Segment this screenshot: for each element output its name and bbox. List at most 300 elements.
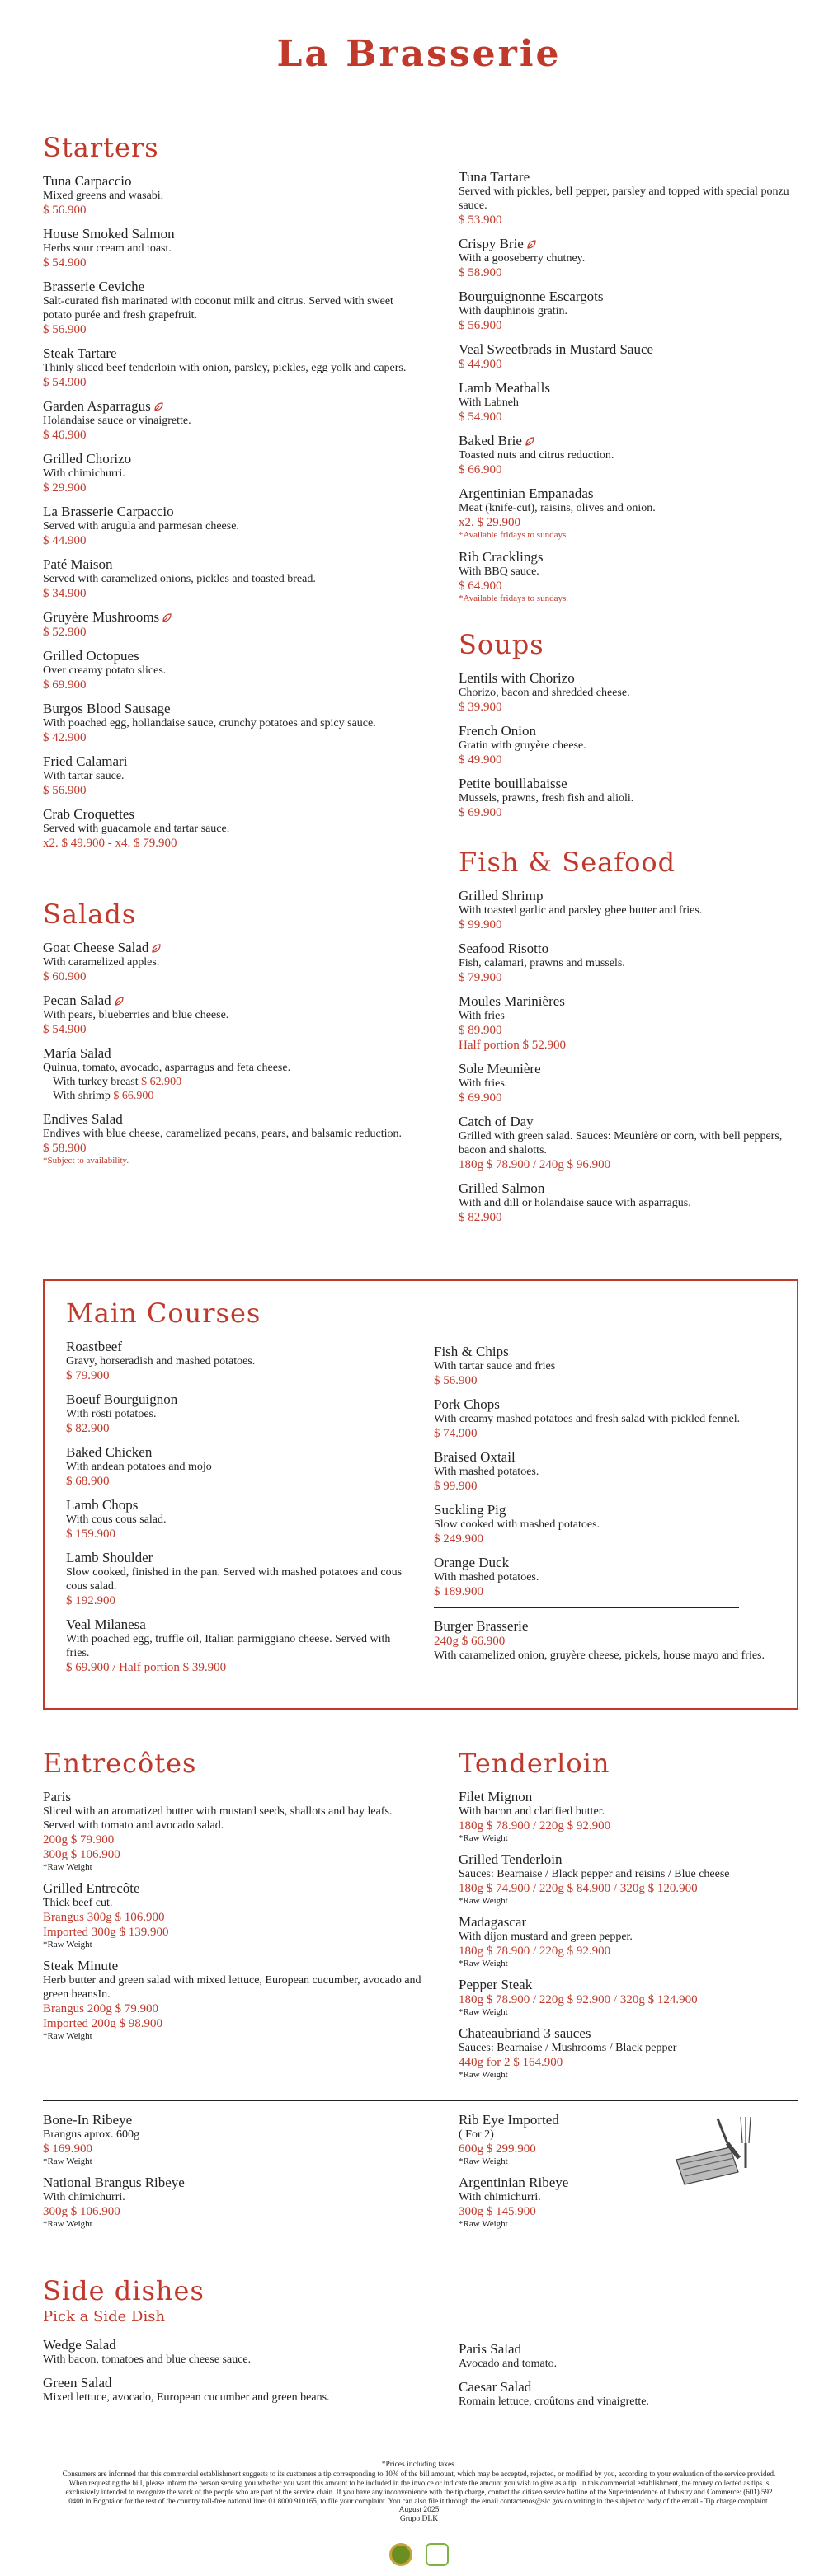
- item-price: $ 79.900: [459, 971, 502, 984]
- item-name: Endives Salad: [43, 1111, 123, 1127]
- item-name: Veal Sweetbrads in Mustard Sauce: [459, 341, 654, 357]
- item-description: ( For 2): [459, 2128, 494, 2141]
- item-description: With cous cous salad.: [66, 1513, 167, 1526]
- raw-weight-note: *Raw Weight: [459, 2156, 508, 2166]
- item-price: $ 66.900: [459, 463, 502, 476]
- menu-item: [459, 236, 805, 280]
- main-right-column: [434, 1344, 789, 1671]
- raw-weight-note: *Raw Weight: [459, 1896, 508, 1906]
- menu-item: [459, 1914, 805, 1968]
- menu-item: [459, 2025, 805, 2080]
- item-price: $ 82.900: [66, 1422, 110, 1435]
- menu-item: [43, 806, 422, 851]
- item-description: Sauces: Bearnaise / Mushrooms / Black pepper: [459, 2042, 677, 2054]
- raw-weight-note: *Raw Weight: [459, 1959, 508, 1968]
- menu-item: [459, 1180, 805, 1225]
- item-name: Grilled Shrimp: [459, 888, 544, 903]
- item-description: Toasted nuts and citrus reduction.: [459, 449, 614, 462]
- raw-weight-note: *Raw Weight: [459, 2007, 508, 2017]
- menu-item: [66, 1444, 412, 1489]
- menu-item: [43, 701, 422, 745]
- menu-item: [459, 433, 805, 477]
- salad-option-label: With shrimp: [53, 1090, 114, 1102]
- item-name: Fish & Chips: [434, 1344, 509, 1359]
- raw-weight-note: *Raw Weight: [43, 1862, 92, 1872]
- burger-divider: [434, 1607, 739, 1608]
- item-name: Tuna Carpaccio: [43, 173, 132, 189]
- salad-option-price: $ 66.900: [113, 1090, 154, 1102]
- menu-item: [43, 556, 422, 601]
- item-price: $ 249.900: [434, 1532, 483, 1546]
- menu-item: [66, 1339, 412, 1383]
- salads-title: Salads: [43, 899, 137, 930]
- item-name: National Brangus Ribeye: [43, 2175, 185, 2190]
- sides-right-column: [459, 2341, 805, 2417]
- item-name: Roastbeef: [66, 1339, 122, 1354]
- item-note: *Available fridays to sundays.: [459, 530, 568, 540]
- item-name: Steak Minute: [43, 1958, 119, 1973]
- item-price: $ 56.900: [459, 319, 502, 332]
- item-price: $ 64.900: [459, 579, 502, 593]
- item-name: Paté Maison: [43, 556, 113, 572]
- item-note: *Subject to availability.: [43, 1156, 129, 1166]
- item-name: Argentinian Empanadas: [459, 486, 594, 501]
- menu-item: [459, 341, 805, 372]
- raw-weight-note: *Raw Weight: [43, 2219, 92, 2229]
- ribeyes-right-column: [459, 2112, 673, 2237]
- item-description: Served with arugula and parmesan cheese.: [43, 520, 239, 533]
- item-price: $ 60.900: [43, 970, 87, 983]
- badge-row: [0, 2543, 838, 2566]
- footer-taxes: *Prices including taxes.: [381, 2461, 457, 2469]
- item-description: With dauphinois gratin.: [459, 305, 568, 317]
- item-price: $ 69.900: [459, 1091, 502, 1105]
- item-name: Catch of Day: [459, 1114, 534, 1129]
- menu-item: [459, 289, 805, 333]
- item-price: $ 49.900: [459, 753, 502, 767]
- item-description: Meat (knife-cut), raisins, olives and onion.: [459, 502, 656, 514]
- eco-badge-icon: [426, 2543, 449, 2566]
- item-description: Served with guacamole and tartar sauce.: [43, 823, 230, 835]
- item-description: Quinua, tomato, avocado, asparragus and feta cheese.: [43, 1062, 291, 1074]
- knife-fork-illustration: [660, 2110, 759, 2201]
- item-name: Grilled Octopues: [43, 648, 139, 664]
- item-name: Bourguignonne Escargots: [459, 289, 604, 304]
- menu-item: [434, 1502, 789, 1546]
- menu-item: [459, 549, 805, 604]
- vegetarian-leaf-icon: [151, 944, 161, 954]
- item-description: Holandaise sauce or vinaigrette.: [43, 415, 191, 427]
- item-price-line: 180g $ 78.900 / 220g $ 92.900 / 320g $ 124.900: [459, 1993, 698, 2006]
- item-price-line: 180g $ 78.900 / 220g $ 92.900: [459, 1945, 611, 1958]
- item-price: $ 54.900: [459, 411, 502, 424]
- item-name: Green Salad: [43, 2375, 112, 2391]
- item-description: Slow cooked with mashed potatoes.: [434, 1518, 600, 1531]
- item-price: $ 54.900: [43, 1023, 87, 1036]
- item-name: María Salad: [43, 1045, 111, 1061]
- item-description: Thinly sliced beef tenderloin with onion, parsley, pickles, egg yolk and capers.: [43, 362, 407, 374]
- item-description: With caramelized apples.: [43, 956, 160, 969]
- starters-right-column: [459, 169, 805, 1233]
- sides-title: Side dishes: [43, 2275, 205, 2306]
- item-description: With toasted garlic and parsley ghee butter and fries.: [459, 904, 703, 917]
- item-description: With a gooseberry chutney.: [459, 252, 586, 265]
- salad-option: [43, 1089, 422, 1103]
- item-price: x2. $ 29.900: [459, 516, 520, 529]
- footer: [58, 2461, 780, 2524]
- item-name: Baked Brie: [459, 433, 805, 448]
- item-description: With creamy mashed potatoes and fresh salad with pickled fennel.: [434, 1413, 741, 1425]
- item-description: With fries: [459, 1010, 505, 1022]
- item-price-line: Brangus 300g $ 106.900: [43, 1911, 165, 1924]
- item-price-line: Imported 200g $ 98.900: [43, 2017, 162, 2030]
- item-price: $ 54.900: [43, 376, 87, 389]
- menu-item: [43, 609, 422, 640]
- item-description: With BBQ sauce.: [459, 565, 539, 578]
- item-price-line: 600g $ 299.900: [459, 2142, 536, 2156]
- item-name: Pork Chops: [434, 1396, 500, 1412]
- item-name: Moules Marinières: [459, 993, 565, 1009]
- tenderloin-title: Tenderloin: [459, 1748, 610, 1779]
- item-price-line: 300g $ 106.900: [43, 1848, 120, 1861]
- item-description: With tartar sauce and fries: [434, 1360, 556, 1372]
- menu-item: [43, 279, 422, 337]
- item-price: 180g $ 78.900 / 240g $ 96.900: [459, 1158, 611, 1171]
- item-price: $ 46.900: [43, 429, 87, 442]
- item-name: Caesar Salad: [459, 2379, 532, 2395]
- item-price: $ 69.900: [459, 806, 502, 819]
- item-name: Suckling Pig: [434, 1502, 506, 1518]
- item-description: With mashed potatoes.: [434, 1466, 539, 1478]
- item-price: x2. $ 49.900 - x4. $ 79.900: [43, 837, 177, 850]
- item-name: La Brasserie Carpaccio: [43, 504, 174, 519]
- item-name: Boeuf Bourguignon: [66, 1391, 178, 1407]
- item-name: Crab Croquettes: [43, 806, 134, 822]
- starters-title: Starters: [43, 132, 159, 163]
- item-name: Filet Mignon: [459, 1789, 533, 1804]
- item-price: $ 29.900: [43, 481, 87, 495]
- menu-item: [459, 2341, 805, 2371]
- item-description: Herbs sour cream and toast.: [43, 242, 172, 255]
- item-name: House Smoked Salmon: [43, 226, 175, 242]
- item-name: Crispy Brie: [459, 236, 805, 251]
- brand-logo: La Brasserie: [276, 33, 562, 75]
- menu-item: [43, 1958, 422, 2041]
- menu-item: [459, 776, 805, 820]
- fish-title: Fish & Seafood: [459, 847, 676, 878]
- raw-weight-note: *Raw Weight: [43, 2031, 92, 2041]
- item-name: Pepper Steak: [459, 1977, 533, 1992]
- menu-item: [66, 1616, 412, 1675]
- item-price-line: $ 169.900: [43, 2142, 92, 2156]
- item-price: $ 192.900: [66, 1594, 115, 1607]
- item-description: With poached egg, hollandaise sauce, crunchy potatoes and spicy sauce.: [43, 717, 376, 730]
- menu-item: [43, 2337, 422, 2367]
- item-description: Thick beef cut.: [43, 1897, 113, 1909]
- item-description: Fish, calamari, prawns and mussels.: [459, 957, 625, 969]
- item-price-line: 180g $ 78.900 / 220g $ 92.900: [459, 1819, 611, 1832]
- item-name: Argentinian Ribeye: [459, 2175, 569, 2190]
- item-description: Brangus aprox. 600g: [43, 2128, 140, 2141]
- item-price-half: Half portion $ 52.900: [459, 1039, 566, 1052]
- item-description: With chimichurri.: [43, 467, 125, 480]
- item-price: $ 56.900: [43, 323, 87, 336]
- item-price-line: 200g $ 79.900: [43, 1833, 115, 1846]
- item-description: Gratin with gruyère cheese.: [459, 739, 586, 752]
- item-name: Lentils with Chorizo: [459, 670, 575, 686]
- item-description: With bacon, tomatoes and blue cheese sauce.: [43, 2353, 252, 2366]
- item-price: $ 42.900: [43, 731, 87, 744]
- item-description: Herb butter and green salad with mixed lettuce, European cucumber, avocado and green beansIn.: [43, 1974, 421, 2001]
- item-description: Over creamy potato slices.: [43, 664, 167, 677]
- item-name: Garden Asparragus: [43, 398, 422, 414]
- item-name: Madagascar: [459, 1914, 527, 1930]
- item-price: $ 69.900 / Half portion $ 39.900: [66, 1661, 227, 1674]
- item-description: With dijon mustard and green pepper.: [459, 1931, 633, 1943]
- item-name: Fried Calamari: [43, 753, 128, 769]
- menu-item: [434, 1396, 789, 1441]
- menu-item: [459, 888, 805, 932]
- main-title: Main Courses: [66, 1297, 261, 1329]
- menu-item: [459, 169, 805, 228]
- soups-title: Soups: [459, 629, 544, 660]
- item-price: $ 54.900: [43, 256, 87, 270]
- menu-item: [459, 2379, 805, 2409]
- item-price: $ 79.900: [66, 1369, 110, 1382]
- burger-price: 240g $ 66.900: [434, 1635, 506, 1648]
- vegetarian-leaf-icon: [526, 240, 536, 250]
- item-description: With fries.: [459, 1077, 508, 1090]
- menu-item: [43, 992, 422, 1037]
- item-price: $ 82.900: [459, 1211, 502, 1224]
- item-description: Sauces: Bearnaise / Black pepper and reisins / Blue cheese: [459, 1868, 730, 1880]
- item-price: $ 52.900: [43, 626, 87, 639]
- item-price: $ 53.900: [459, 213, 502, 227]
- item-name: Baked Chicken: [66, 1444, 153, 1460]
- footer-group: Grupo DLK: [399, 2515, 439, 2523]
- item-description: Romain lettuce, croûtons and vinaigrette.: [459, 2395, 649, 2408]
- item-name: Pecan Salad: [43, 992, 422, 1008]
- menu-item: [459, 1851, 805, 1906]
- item-description: Grilled with green salad. Sauces: Meunière or corn, with bell peppers, bacon and shalotts.: [459, 1130, 783, 1157]
- menu-item: [43, 1789, 422, 1872]
- item-description: With pears, blueberries and blue cheese.: [43, 1009, 229, 1021]
- item-description: Salt-curated fish marinated with coconut milk and citrus. Served with sweet potato purée and fresh grapefruit.: [43, 295, 393, 321]
- item-description: With mashed potatoes.: [434, 1571, 539, 1584]
- menu-item: [66, 1497, 412, 1541]
- raw-weight-note: *Raw Weight: [459, 1833, 508, 1843]
- item-name: Rib Cracklings: [459, 549, 544, 565]
- item-description: Sliced with an aromatized butter with mustard seeds, shallots and bay leafs. Served with tomato and avocado salad.: [43, 1805, 393, 1832]
- item-description: With rösti potatoes.: [66, 1408, 157, 1420]
- menu-item: [459, 1789, 805, 1843]
- vegetarian-leaf-icon: [114, 997, 124, 1006]
- raw-weight-note: *Raw Weight: [43, 1940, 92, 1950]
- item-price: $ 39.900: [459, 701, 502, 714]
- item-name: Lamb Chops: [66, 1497, 139, 1513]
- item-name: Gruyère Mushrooms: [43, 609, 422, 625]
- menu-item: [459, 941, 805, 985]
- item-price: $ 56.900: [43, 204, 87, 217]
- item-description: Avocado and tomato.: [459, 2358, 558, 2370]
- menu-item: [459, 1114, 805, 1172]
- item-price-line: 440g for 2 $ 164.900: [459, 2056, 563, 2069]
- item-name: Veal Milanesa: [66, 1616, 146, 1632]
- item-price: $ 69.900: [43, 678, 87, 692]
- item-name: Petite bouillabaisse: [459, 776, 567, 791]
- menu-item: [459, 723, 805, 767]
- item-price: $ 44.900: [43, 534, 87, 547]
- item-description: Mussels, prawns, fresh fish and alioli.: [459, 792, 634, 805]
- ribeye-divider: [43, 2100, 798, 2101]
- item-description: With poached egg, truffle oil, Italian parmiggiano cheese. Served with fries.: [66, 1633, 391, 1659]
- raw-weight-note: *Raw Weight: [43, 2156, 92, 2166]
- item-price-line: 300g $ 145.900: [459, 2205, 536, 2218]
- menu-item: [43, 2375, 422, 2405]
- item-name: Tuna Tartare: [459, 169, 530, 185]
- item-description: With andean potatoes and mojo: [66, 1461, 212, 1473]
- item-name: Grilled Salmon: [459, 1180, 545, 1196]
- item-description: Served with pickles, bell pepper, parsley and topped with special ponzu sauce.: [459, 185, 789, 212]
- menu-item: [43, 2112, 422, 2166]
- menu-item: [459, 670, 805, 715]
- item-price: $ 99.900: [459, 918, 502, 931]
- burger-item: [434, 1618, 789, 1663]
- item-name: Wedge Salad: [43, 2337, 116, 2353]
- menu-item: [66, 1550, 412, 1608]
- item-name: Seafood Risotto: [459, 941, 549, 956]
- menu-item: [459, 993, 805, 1053]
- item-price: $ 44.900: [459, 358, 502, 371]
- item-price: $ 68.900: [66, 1475, 110, 1488]
- item-name: Rib Eye Imported: [459, 2112, 559, 2128]
- menu-item: [459, 1977, 805, 2017]
- footer-legal: Consumers are informed that this commercial establishment suggests to its customers a tip corresponding to 10% of the bill amount, which may be accepted, rejected, or modified by you, according to your evaluation of the service provided. When requesting the bill, please inform the person serving you whether you want this amount to be included in the invoice or indicate the amount you wish to give as a tip. In this commercial establishment, the money collected as tips is exclusively intended to recognize the work of the people who are part of the service chain. If you have any inconvenience with the tip charge, contact the citizen service hotline of the Superintendence of Industry and Commerce: (601) 592 0400 in Bogotá or for the rest of the country toll-free national line: 01 8000 910165, to file your complaint. You can also file it through the email contactenos@sic.gov.co writing in the subject or body of the email - Tip charge complaint.: [62, 2470, 776, 2505]
- vegetarian-leaf-icon: [162, 613, 172, 623]
- item-price-line: Brangus 200g $ 79.900: [43, 2002, 158, 2015]
- item-name: Lamb Meatballs: [459, 380, 550, 396]
- item-price: $ 89.900: [459, 1024, 502, 1037]
- item-price-line: Imported 300g $ 139.900: [43, 1926, 169, 1939]
- ribeyes-left-column: [43, 2112, 422, 2237]
- main-left-column: [66, 1297, 412, 1683]
- menu-item: [43, 173, 422, 218]
- menu-item: [43, 1045, 422, 1103]
- raw-weight-note: *Raw Weight: [459, 2070, 508, 2080]
- item-description: With bacon and clarified butter.: [459, 1805, 605, 1818]
- item-description: Gravy, horseradish and mashed potatoes.: [66, 1355, 256, 1368]
- salad-option-price: $ 62.900: [141, 1076, 182, 1088]
- item-description: Slow cooked, finished in the pan. Served with mashed potatoes and cous cous salad.: [66, 1566, 403, 1593]
- starters-left-column: [43, 132, 422, 859]
- sides-left-column: [43, 2275, 422, 2413]
- item-name: Brasserie Ceviche: [43, 279, 145, 294]
- menu-item: [43, 940, 422, 984]
- vegetarian-leaf-icon: [525, 437, 534, 447]
- certification-badge-icon: [389, 2543, 412, 2566]
- menu-item: [43, 1880, 422, 1950]
- main-courses-box: [43, 1279, 798, 1710]
- item-description: With chimichurri.: [43, 2191, 125, 2203]
- item-description: With chimichurri.: [459, 2191, 541, 2203]
- item-description: Endives with blue cheese, caramelized pecans, pears, and balsamic reduction.: [43, 1128, 402, 1140]
- raw-weight-note: *Raw Weight: [459, 2219, 508, 2229]
- item-name: Steak Tartare: [43, 345, 117, 361]
- salads-column: [43, 899, 422, 1175]
- salad-option-label: With turkey breast: [53, 1076, 142, 1088]
- item-note: *Available fridays to sundays.: [459, 594, 568, 603]
- vegetarian-leaf-icon: [153, 402, 163, 412]
- tenderloin-column: [459, 1748, 805, 2088]
- menu-item: [459, 486, 805, 541]
- item-price: $ 58.900: [459, 266, 502, 279]
- item-name: Paris: [43, 1789, 71, 1804]
- menu-item: [43, 648, 422, 692]
- entrecotes-title: Entrecôtes: [43, 1748, 197, 1779]
- item-description: Served with caramelized onions, pickles and toasted bread.: [43, 573, 316, 585]
- menu-item: [43, 226, 422, 270]
- item-name: Sole Meunière: [459, 1061, 541, 1077]
- menu-item: [434, 1344, 789, 1388]
- item-description: With Labneh: [459, 396, 519, 409]
- menu-item: [66, 1391, 412, 1436]
- item-price: $ 56.900: [434, 1374, 478, 1387]
- menu-item: [43, 504, 422, 548]
- item-name: Goat Cheese Salad: [43, 940, 422, 955]
- entrecotes-column: [43, 1748, 422, 2049]
- item-name: Orange Duck: [434, 1555, 510, 1570]
- footer-date: August 2025: [398, 2506, 440, 2514]
- item-price: $ 74.900: [434, 1427, 478, 1440]
- item-name: Burgos Blood Sausage: [43, 701, 171, 716]
- item-name: Lamb Shoulder: [66, 1550, 153, 1565]
- burger-desc: With caramelized onion, gruyère cheese, pickels, house mayo and fries.: [434, 1649, 765, 1662]
- item-price: $ 56.900: [43, 784, 87, 797]
- menu-item: [459, 380, 805, 425]
- item-name: Grilled Chorizo: [43, 451, 132, 467]
- item-name: French Onion: [459, 723, 536, 739]
- menu-item: [459, 2112, 673, 2166]
- item-description: With tartar sauce.: [43, 770, 125, 782]
- item-price-line: 300g $ 106.900: [43, 2205, 120, 2218]
- menu-item: [434, 1555, 789, 1599]
- menu-item: [43, 1111, 422, 1166]
- item-description: Chorizo, bacon and shredded cheese.: [459, 687, 630, 699]
- menu-item: [43, 398, 422, 443]
- item-name: Bone-In Ribeye: [43, 2112, 133, 2128]
- menu-item: [459, 2175, 673, 2229]
- menu-item: [459, 1061, 805, 1105]
- menu-item: [43, 451, 422, 495]
- menu-item: [43, 345, 422, 390]
- item-price-line: 180g $ 74.900 / 220g $ 84.900 / 320g $ 120.900: [459, 1882, 698, 1895]
- menu-item: [43, 753, 422, 798]
- menu-item: [43, 2175, 422, 2229]
- item-name: Braised Oxtail: [434, 1449, 516, 1465]
- item-name: Paris Salad: [459, 2341, 522, 2357]
- item-price: $ 189.900: [434, 1585, 483, 1598]
- item-name: Grilled Entrecôte: [43, 1880, 140, 1896]
- item-price: $ 159.900: [66, 1527, 115, 1541]
- item-name: Grilled Tenderloin: [459, 1851, 563, 1867]
- item-price: $ 34.900: [43, 587, 87, 600]
- salad-option: [43, 1075, 422, 1089]
- burger-name: Burger Brasserie: [434, 1618, 529, 1634]
- item-description: Mixed greens and wasabi.: [43, 190, 164, 202]
- item-price: $ 58.900: [43, 1142, 87, 1155]
- item-description: With and dill or holandaise sauce with asparragus.: [459, 1197, 691, 1209]
- item-price: $ 99.900: [434, 1480, 478, 1493]
